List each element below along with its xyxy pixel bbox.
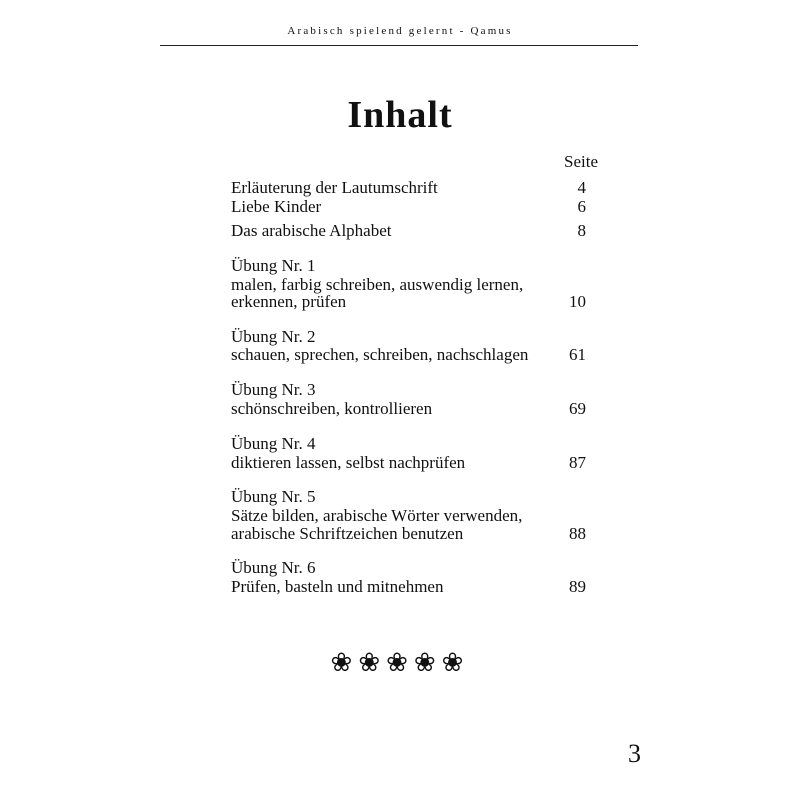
toc-entry-uebung-1-desc: erkennen, prüfen bbox=[231, 292, 347, 311]
toc-entry-uebung-2-heading[interactable]: Übung Nr. 2 bbox=[231, 327, 316, 346]
page-title: Inhalt bbox=[347, 94, 453, 136]
page-number: 3 bbox=[628, 739, 641, 768]
toc-entry-uebung-5-desc: arabische Schriftzeichen benutzen bbox=[231, 524, 464, 543]
toc-page-number[interactable]: 6 bbox=[577, 197, 586, 216]
toc-page-number[interactable]: 4 bbox=[577, 178, 586, 197]
toc-page-number[interactable]: 89 bbox=[569, 577, 586, 596]
toc-entry-alphabet[interactable]: Das arabische Alphabet bbox=[231, 221, 392, 240]
toc-page-number[interactable]: 8 bbox=[577, 221, 586, 240]
toc-entry-uebung-5-heading[interactable]: Übung Nr. 5 bbox=[231, 487, 316, 506]
toc-entry-uebung-1-desc: malen, farbig schreiben, auswendig lernen, bbox=[231, 275, 524, 294]
seite-label: Seite bbox=[564, 152, 598, 171]
toc-entry-uebung-6-desc: Prüfen, basteln und mitnehmen bbox=[231, 577, 444, 596]
flower-ornament-icon: ❀❀❀❀❀ bbox=[330, 648, 470, 678]
toc-entry-erlaeuterung[interactable]: Erläuterung der Lautumschrift bbox=[231, 178, 438, 197]
toc-entry-uebung-1-heading[interactable]: Übung Nr. 1 bbox=[231, 256, 316, 275]
header-rule bbox=[160, 45, 638, 46]
toc-page-number[interactable]: 69 bbox=[569, 399, 586, 418]
toc-entry-uebung-3-desc: schönschreiben, kontrollieren bbox=[231, 399, 433, 418]
toc-page-number[interactable]: 88 bbox=[569, 524, 586, 543]
toc-entry-uebung-3-heading[interactable]: Übung Nr. 3 bbox=[231, 380, 316, 399]
toc-page-number[interactable]: 10 bbox=[569, 292, 586, 311]
toc-entry-liebe-kinder[interactable]: Liebe Kinder bbox=[231, 197, 322, 216]
toc-entry-uebung-4-desc: diktieren lassen, selbst nachprüfen bbox=[231, 453, 466, 472]
toc-page-number[interactable]: 61 bbox=[569, 345, 586, 364]
toc-entry-uebung-5-desc: Sätze bilden, arabische Wörter verwenden, bbox=[231, 506, 523, 525]
toc-entry-uebung-4-heading[interactable]: Übung Nr. 4 bbox=[231, 434, 316, 453]
toc-entry-uebung-6-heading[interactable]: Übung Nr. 6 bbox=[231, 558, 316, 577]
toc-page-number[interactable]: 87 bbox=[569, 453, 586, 472]
toc-entry-uebung-2-desc: schauen, sprechen, schreiben, nachschlagen bbox=[231, 345, 529, 364]
running-head: Arabisch spielend gelernt - Qamus bbox=[287, 25, 513, 37]
